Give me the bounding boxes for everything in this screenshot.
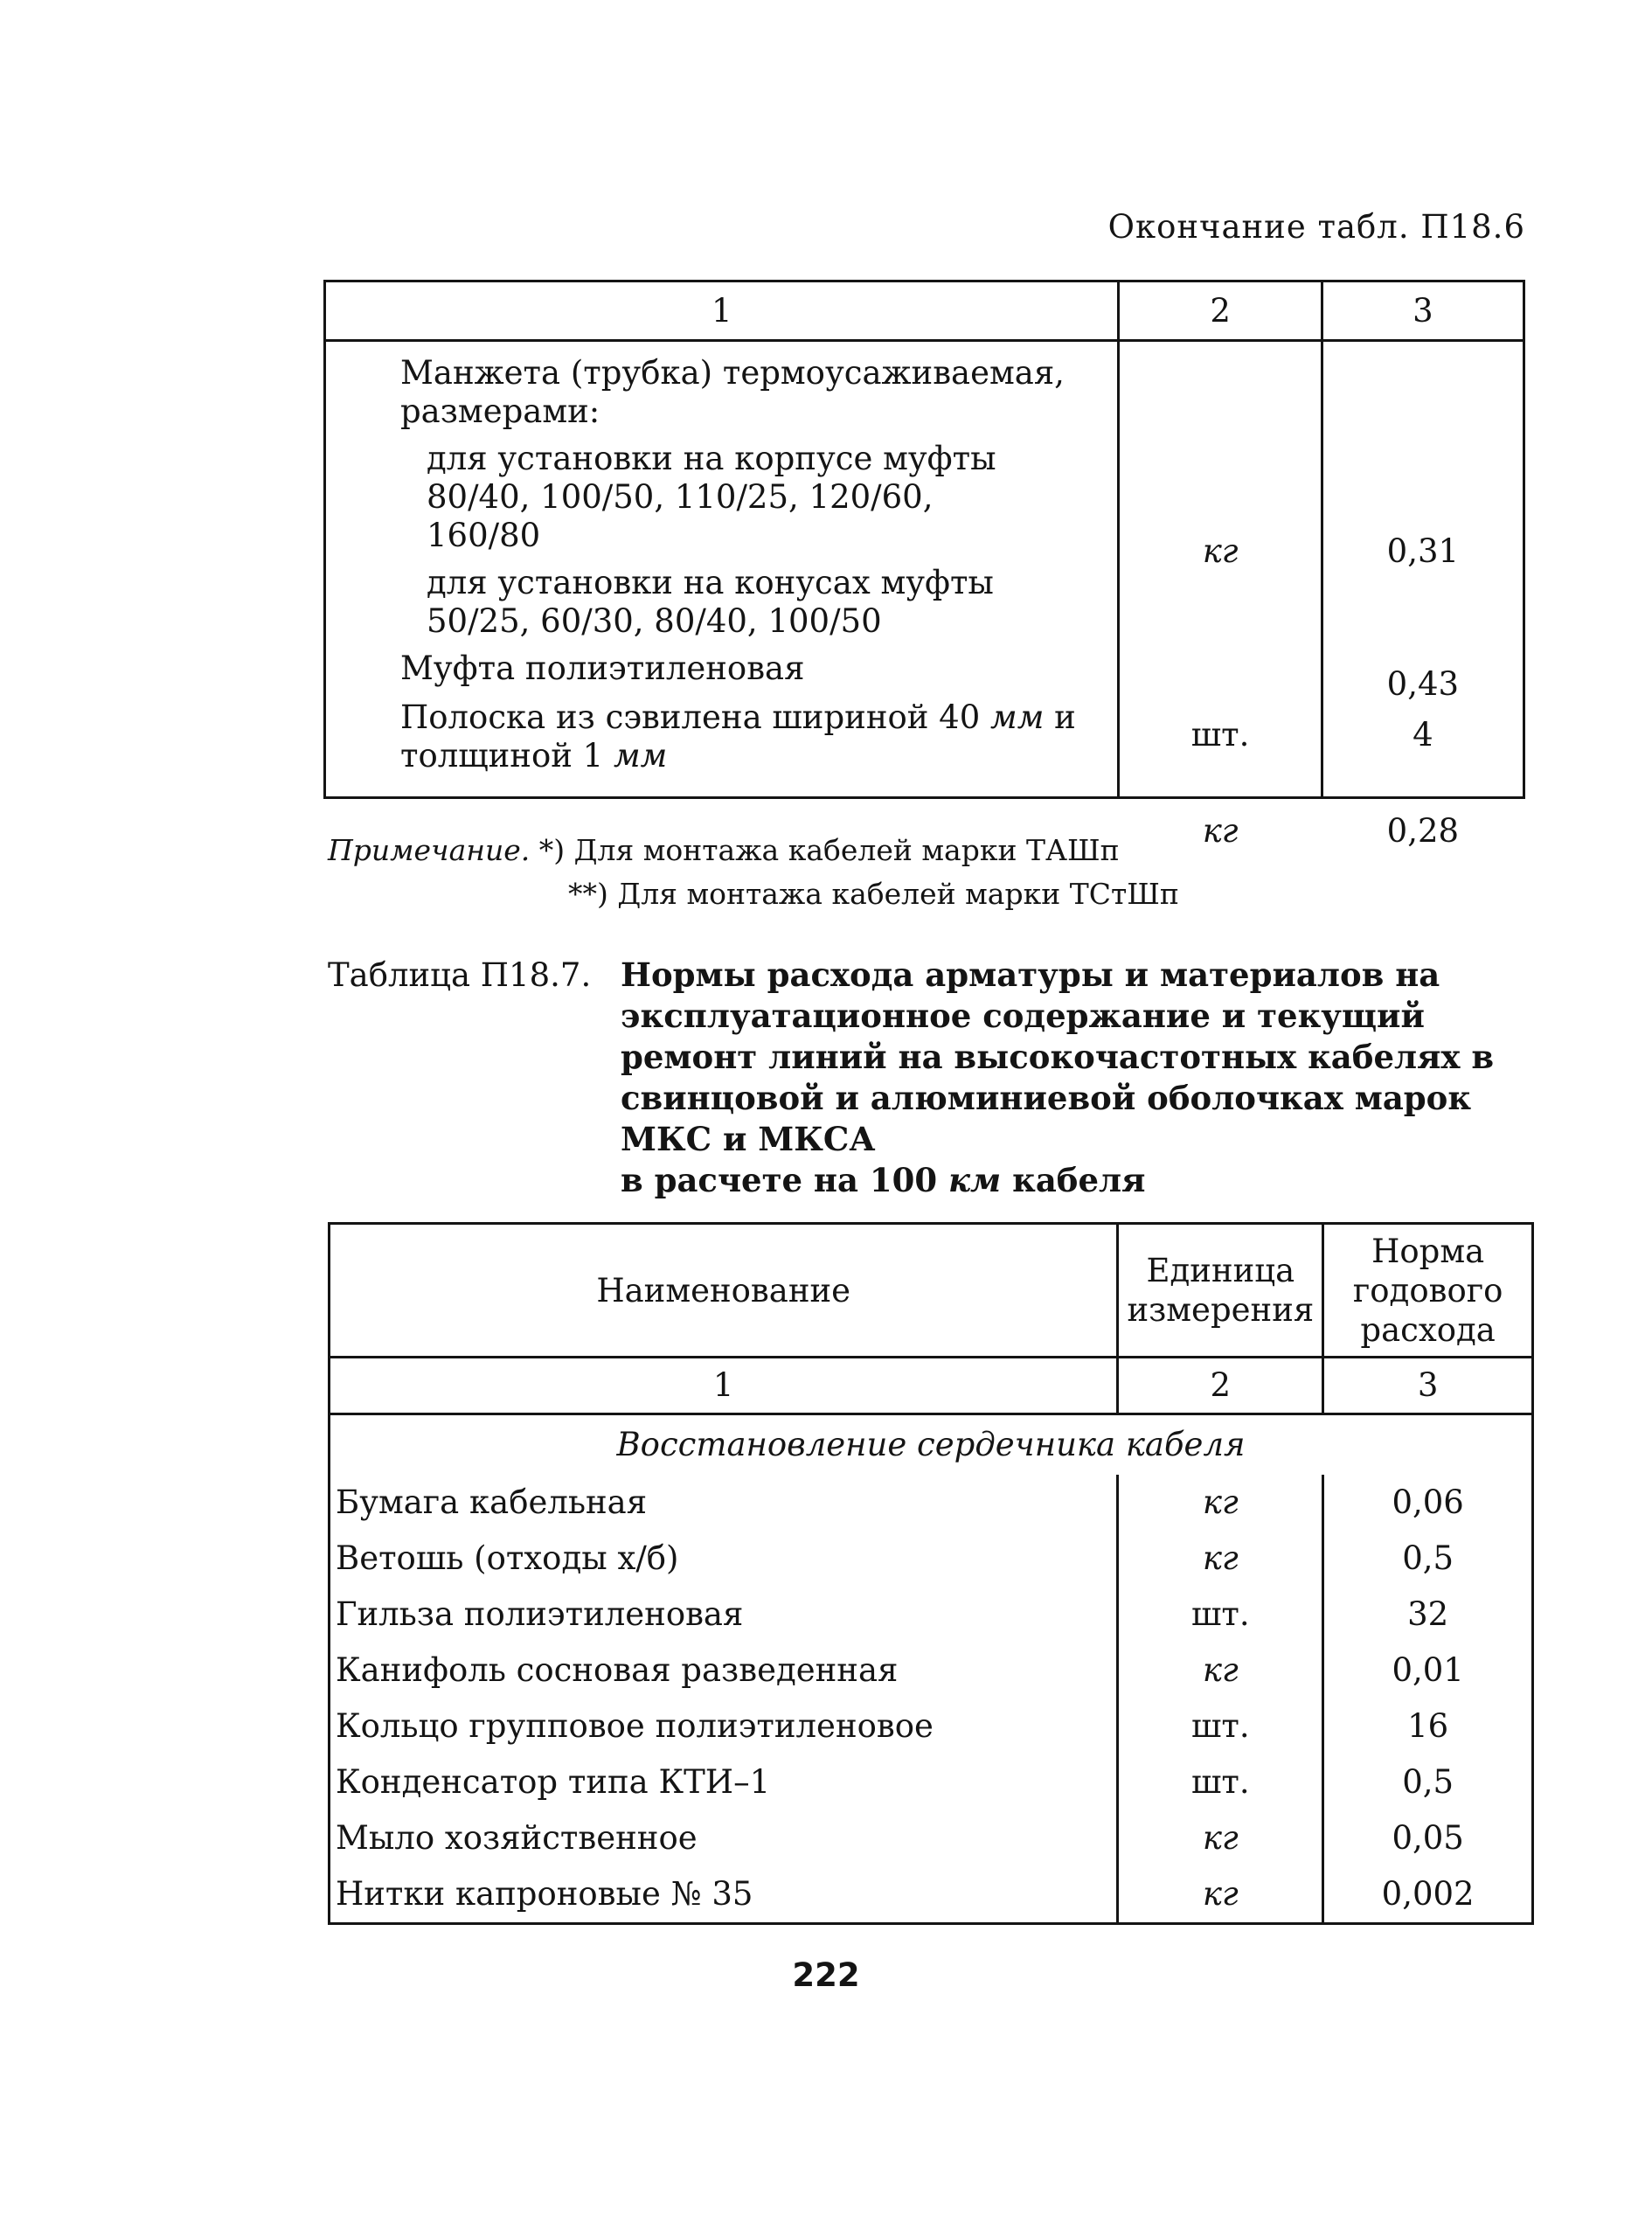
table-note: [328, 829, 1179, 916]
table-row: [330, 1810, 1533, 1866]
row-value: 0,06: [1323, 1475, 1533, 1531]
item-poloska: Полоска из сэвилена шириной 40 мм и толщиной 1 мм: [400, 698, 1076, 775]
row-unit: кг: [1118, 1531, 1323, 1587]
units-cell: [1119, 341, 1322, 850]
column-number-2: 2: [1118, 1358, 1323, 1414]
note-line-1: *) Для монтажа кабелей марки ТАШп: [538, 833, 1120, 867]
table-row: [330, 1698, 1533, 1754]
row-unit: кг: [1118, 1810, 1323, 1866]
row-name: Ветошь (отходы х/б): [330, 1531, 1118, 1587]
column-number-3: 3: [1323, 1358, 1533, 1414]
table-row: [330, 1531, 1533, 1587]
item-mufta: Муфта полиэтиленовая: [400, 650, 805, 687]
table-header-row: [330, 1224, 1533, 1358]
section-row: [330, 1414, 1533, 1476]
column-number-1: 1: [325, 281, 1119, 341]
page-number: 222: [792, 1956, 860, 1994]
unit-mufta: шт.: [1190, 716, 1250, 754]
row-unit: кг: [1118, 1866, 1323, 1924]
table-title: [328, 955, 1551, 1201]
item-manzheta-konus: для установки на конусах муфты 50/25, 60/30, 80/40, 100/50: [427, 564, 994, 640]
header-norm: Норма годового расхода: [1323, 1224, 1533, 1358]
header-name: Наименование: [330, 1224, 1118, 1358]
column-numbers-row: [330, 1358, 1533, 1414]
values-cell: [1322, 341, 1524, 850]
table-header-row: [325, 281, 1524, 341]
row-name: Бумага кабельная: [330, 1475, 1118, 1531]
row-unit: шт.: [1118, 1698, 1323, 1754]
table-row: [330, 1643, 1533, 1698]
row-name: Мыло хозяйственное: [330, 1810, 1118, 1866]
row-value: 0,5: [1323, 1531, 1533, 1587]
item-manzheta-korpus: для установки на корпусе муфты 80/40, 100/50, 110/25, 120/60, 160/80: [427, 440, 996, 554]
row-value: 0,5: [1323, 1754, 1533, 1810]
value-manzheta-korpus: 0,31: [1386, 532, 1460, 570]
row-unit: шт.: [1118, 1754, 1323, 1810]
unit-manzheta: кг: [1202, 532, 1239, 570]
row-name: Нитки капроновые № 35: [330, 1866, 1118, 1924]
value-mufta: 4: [1413, 716, 1433, 754]
row-value: 16: [1323, 1698, 1533, 1754]
row-name: Конденсатор типа КТИ–1: [330, 1754, 1118, 1810]
row-value: 32: [1323, 1587, 1533, 1643]
table-row: [330, 1754, 1533, 1810]
row-name: Гильза полиэтиленовая: [330, 1587, 1118, 1643]
item-manzheta: Манжета (трубка) термоусаживаемая, размерами:: [400, 354, 1065, 430]
table-row: [330, 1587, 1533, 1643]
row-value: 0,05: [1323, 1810, 1533, 1866]
table-row: [330, 1866, 1533, 1924]
column-number-3: 3: [1322, 281, 1524, 341]
row-unit: шт.: [1118, 1587, 1323, 1643]
table-number: Таблица П18.7.: [328, 956, 592, 994]
unit-poloska: кг: [1202, 812, 1239, 850]
table-p18-7: [328, 1222, 1534, 1925]
row-unit: кг: [1118, 1475, 1323, 1531]
row-value: 0,01: [1323, 1643, 1533, 1698]
row-value: 0,002: [1323, 1866, 1533, 1924]
table-title-text: Нормы расхода арматуры и материалов на эксплуатационное содержание и текущий ремонт линий на высокочастотных кабелях в свинцовой и алюминиевой оболочках марок МКС и МКСА в расчете на 100 км кабеля: [621, 955, 1495, 1199]
note-line-2: **) Для монтажа кабелей марки ТСтШп: [568, 877, 1179, 911]
column-number-1: 1: [330, 1358, 1118, 1414]
row-name: Канифоль сосновая разведенная: [330, 1643, 1118, 1698]
value-manzheta-konus: 0,43: [1386, 665, 1460, 703]
table-body-row: [325, 341, 1524, 798]
section-title: Восстановление сердечника кабеля: [330, 1414, 1533, 1476]
row-name: Кольцо групповое полиэтиленовое: [330, 1698, 1118, 1754]
header-unit: Единица измерения: [1118, 1224, 1323, 1358]
items-cell: [325, 341, 1119, 798]
value-poloska: 0,28: [1386, 812, 1460, 850]
table-continuation-caption: Окончание табл. П18.6: [1107, 208, 1525, 246]
column-number-2: 2: [1119, 281, 1322, 341]
note-label: Примечание.: [328, 833, 531, 867]
row-unit: кг: [1118, 1643, 1323, 1698]
table-row: [330, 1475, 1533, 1531]
